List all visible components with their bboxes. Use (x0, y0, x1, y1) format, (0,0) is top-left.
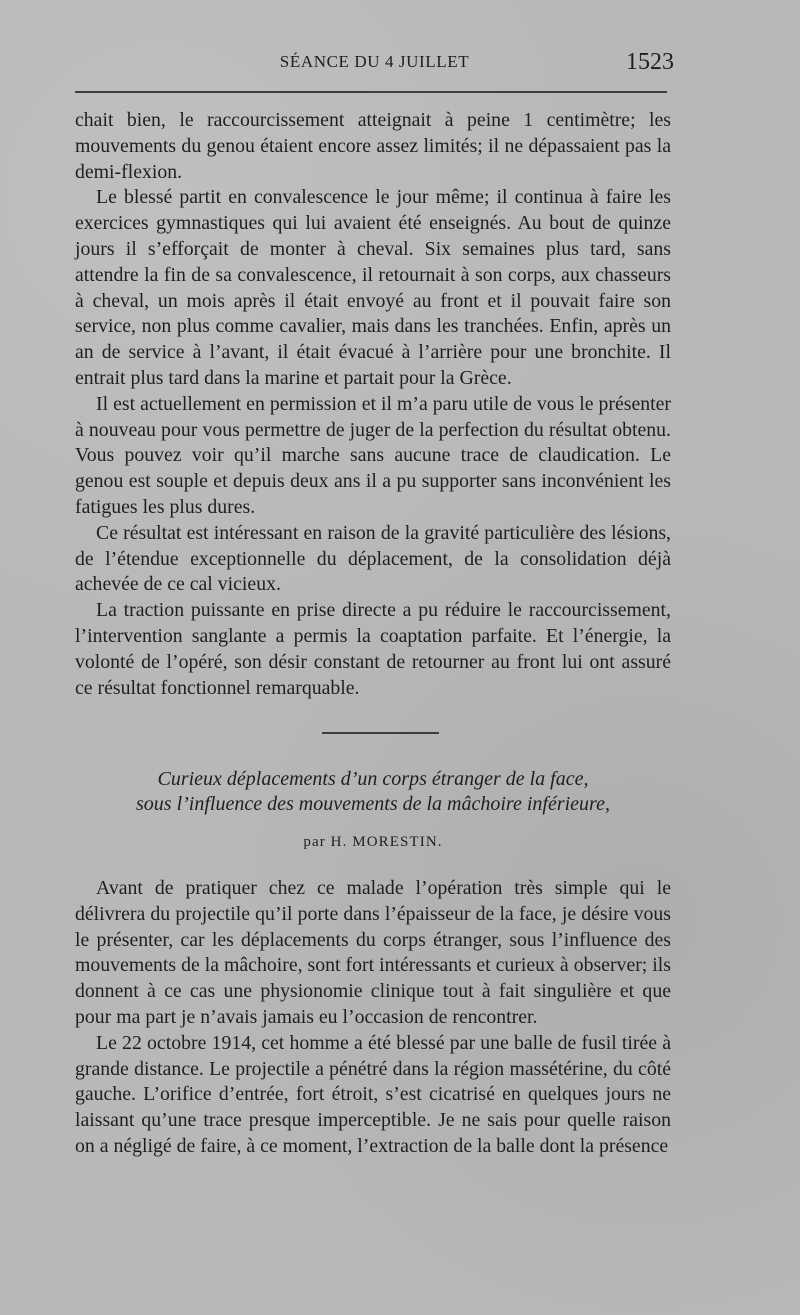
paragraph: Le blessé partit en convalescence le jour même; il continua à faire les exercices gymnastiques qui lui avaient été enseignés. Au bout de quinze jours il s’efforçait de monter à cheval. Six semaines plus tard, sans attendre la fin de sa convalescence, il retournait à son corps, aux chasseurs à cheval, un mois après il était envoyé au front et il pouvait faire son service, non plus comme cavalier, mais dans les tranchées. Enfin, après un an de service à l’avant, il était évacué à l’arrière pour une bronchite. Il entrait plus tard dans la marine et partait pour la Grèce. (75, 186, 671, 389)
top-text-block (75, 108, 671, 701)
paragraph-continuation: chait bien, le raccourcissement atteignait à peine 1 centimètre; les mouvements du genou étaient encore assez limités; il ne dépassaient pas la demi-flexion. (75, 109, 671, 183)
paragraph: La traction puissante en prise directe a pu réduire le raccourcissement, l’intervention sanglante a permis la coaptation parfaite. Et l’énergie, la volonté de l’opéré, son désir constant de retourner au front lui ont assuré ce résultat fonctionnel remarquable. (75, 599, 671, 699)
paragraph: Il est actuellement en permission et il m’a paru utile de vous le présenter à nouveau pour vous permettre de juger de la perfection du résultat obtenu. Vous pouvez voir qu’il marche sans aucune trace de claudication. Le genou est souple et depuis deux ans il a pu supporter sans inconvénient les fatigues les plus dures. (75, 392, 671, 518)
paragraph: Le 22 octobre 1914, cet homme a été blessé par une balle de fusil tirée à grande distance. Le projectile a pénétré dans la région massétérine, du côté gauche. L’orifice d’entrée, fort étroit, s’est cicatrisé en quelques jours ne laissant qu’une trace presque imperceptible. Je ne sais pour quelle raison on a négligé de faire, à ce moment, l’extraction de la balle dont la présence (75, 1031, 671, 1157)
article-text-block (75, 876, 671, 1160)
running-head (75, 49, 674, 76)
page-number: 1523 (626, 49, 674, 75)
running-title: SÉANCE DU 4 JUILLET (279, 52, 470, 71)
article-title (75, 767, 671, 817)
paragraph: Avant de pratiquer chez ce malade l’opération très simple qui le délivrera du projectile qu’il porte dans l’épaisseur de la face, je désire vous le présenter, car les déplacements du corps étranger, sous l’influence des mouvements de la mâchoire, sont fort intéressants et curieux à observer; ils donnent à ce cas une physionomie clinique tout à fait singulière et que pour ma part je n’avais jamais eu l’occasion de rencontrer. (75, 877, 671, 1028)
byline: par H. MORESTIN. (303, 834, 443, 850)
article-title-line-1: Curieux déplacements d’un corps étranger de la face, (157, 768, 589, 790)
section-divider (322, 732, 439, 734)
article-title-line-2: sous l’influence des mouvements de la mâchoire inférieure, (136, 793, 610, 815)
header-rule (75, 91, 667, 93)
paragraph: Ce résultat est intéressant en raison de la gravité particulière des lésions, de l’étendue exceptionnelle du déplacement, de la consolidation déjà achevée de ce cal vicieux. (75, 521, 671, 596)
